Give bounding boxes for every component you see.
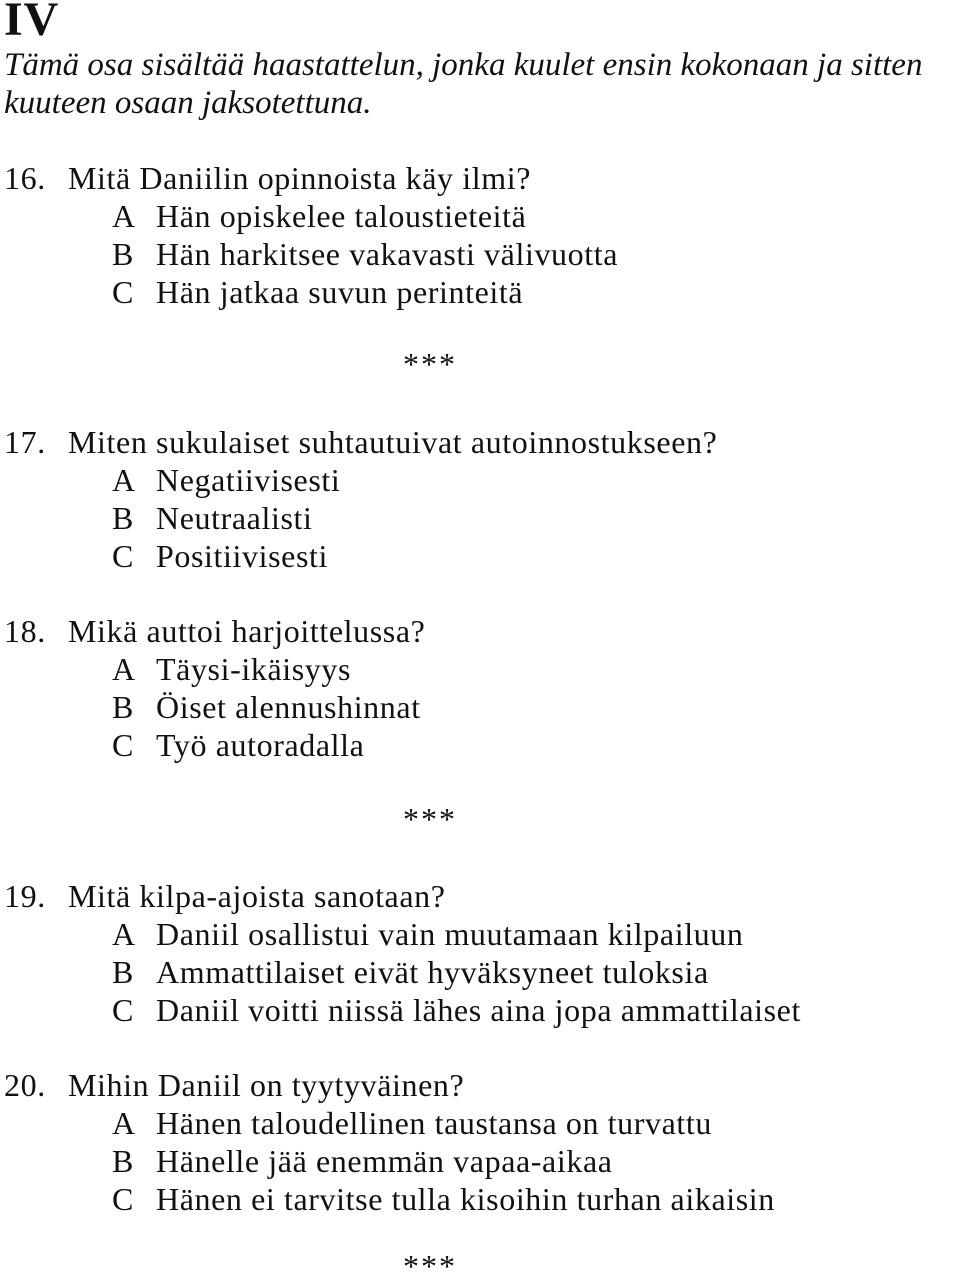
- option-16-b: [112, 235, 618, 273]
- option-17-b: [112, 499, 312, 537]
- question-text: Miten sukulaiset suhtautuivat autoinnostukseen?: [68, 424, 718, 460]
- option-letter: A: [112, 198, 136, 234]
- question-number: 18.: [4, 613, 46, 649]
- option-18-b: [112, 688, 421, 726]
- option-text: Positiivisesti: [156, 538, 328, 574]
- option-letter: B: [112, 500, 134, 536]
- option-letter: B: [112, 236, 134, 272]
- question-20: [4, 1066, 464, 1104]
- question-number: 17.: [4, 424, 46, 460]
- separator: ***: [403, 801, 457, 837]
- option-letter: C: [112, 727, 134, 763]
- option-letter: A: [112, 651, 136, 687]
- option-letter: B: [112, 954, 134, 990]
- question-18: [4, 612, 425, 650]
- option-text: Daniil voitti niissä lähes aina jopa ammattilaiset: [156, 992, 801, 1028]
- option-text: Hänen ei tarvitse tulla kisoihin turhan aikaisin: [156, 1181, 775, 1217]
- option-16-a: [112, 197, 526, 235]
- question-number: 16.: [4, 160, 46, 196]
- option-letter: A: [112, 916, 136, 952]
- question-19: [4, 877, 446, 915]
- option-letter: A: [112, 462, 136, 498]
- option-letter: A: [112, 1105, 136, 1141]
- question-number: 19.: [4, 878, 46, 914]
- option-letter: C: [112, 274, 134, 310]
- option-text: Neutraalisti: [156, 500, 313, 536]
- option-20-c: [112, 1180, 775, 1218]
- option-17-a: [112, 461, 340, 499]
- option-text: Öiset alennushinnat: [156, 689, 421, 725]
- option-letter: C: [112, 1181, 134, 1217]
- question-text: Mikä auttoi harjoittelussa?: [68, 613, 426, 649]
- separator: ***: [403, 1248, 457, 1284]
- option-text: Hän jatkaa suvun perinteitä: [156, 274, 524, 310]
- option-18-c: [112, 726, 364, 764]
- option-20-a: [112, 1104, 712, 1142]
- option-text: Daniil osallistui vain muutamaan kilpailuun: [156, 916, 744, 952]
- question-text: Mitä kilpa-ajoista sanotaan?: [68, 878, 446, 914]
- option-20-b: [112, 1142, 613, 1180]
- option-17-c: [112, 537, 328, 575]
- question-text: Mihin Daniil on tyytyväinen?: [68, 1067, 465, 1103]
- section-intro: Tämä osa sisältää haastattelun, jonka kuulet ensin kokonaan ja sitten kuuteen osaan jaksotettuna.: [4, 47, 923, 121]
- option-19-a: [112, 915, 744, 953]
- question-16: [4, 159, 531, 197]
- option-text: Ammattilaiset eivät hyväksyneet tuloksia: [156, 954, 709, 990]
- option-text: Hän harkitsee vakavasti välivuotta: [156, 236, 619, 272]
- question-number: 20.: [4, 1067, 46, 1103]
- option-letter: B: [112, 689, 134, 725]
- question-17: [4, 423, 717, 461]
- option-letter: C: [112, 538, 134, 574]
- option-text: Hänen taloudellinen taustansa on turvattu: [156, 1105, 713, 1141]
- option-text: Täysi-ikäisyys: [156, 651, 352, 687]
- option-19-c: [112, 991, 801, 1029]
- option-text: Negatiivisesti: [156, 462, 341, 498]
- option-text: Hänelle jää enemmän vapaa-aikaa: [156, 1143, 613, 1179]
- section-title: IV: [4, 0, 60, 46]
- option-text: Hän opiskelee taloustieteitä: [156, 198, 527, 234]
- option-16-c: [112, 273, 523, 311]
- question-text: Mitä Daniilin opinnoista käy ilmi?: [68, 160, 532, 196]
- separator: ***: [403, 346, 457, 382]
- option-18-a: [112, 650, 351, 688]
- option-letter: C: [112, 992, 134, 1028]
- option-19-b: [112, 953, 709, 991]
- option-letter: B: [112, 1143, 134, 1179]
- option-text: Työ autoradalla: [156, 727, 365, 763]
